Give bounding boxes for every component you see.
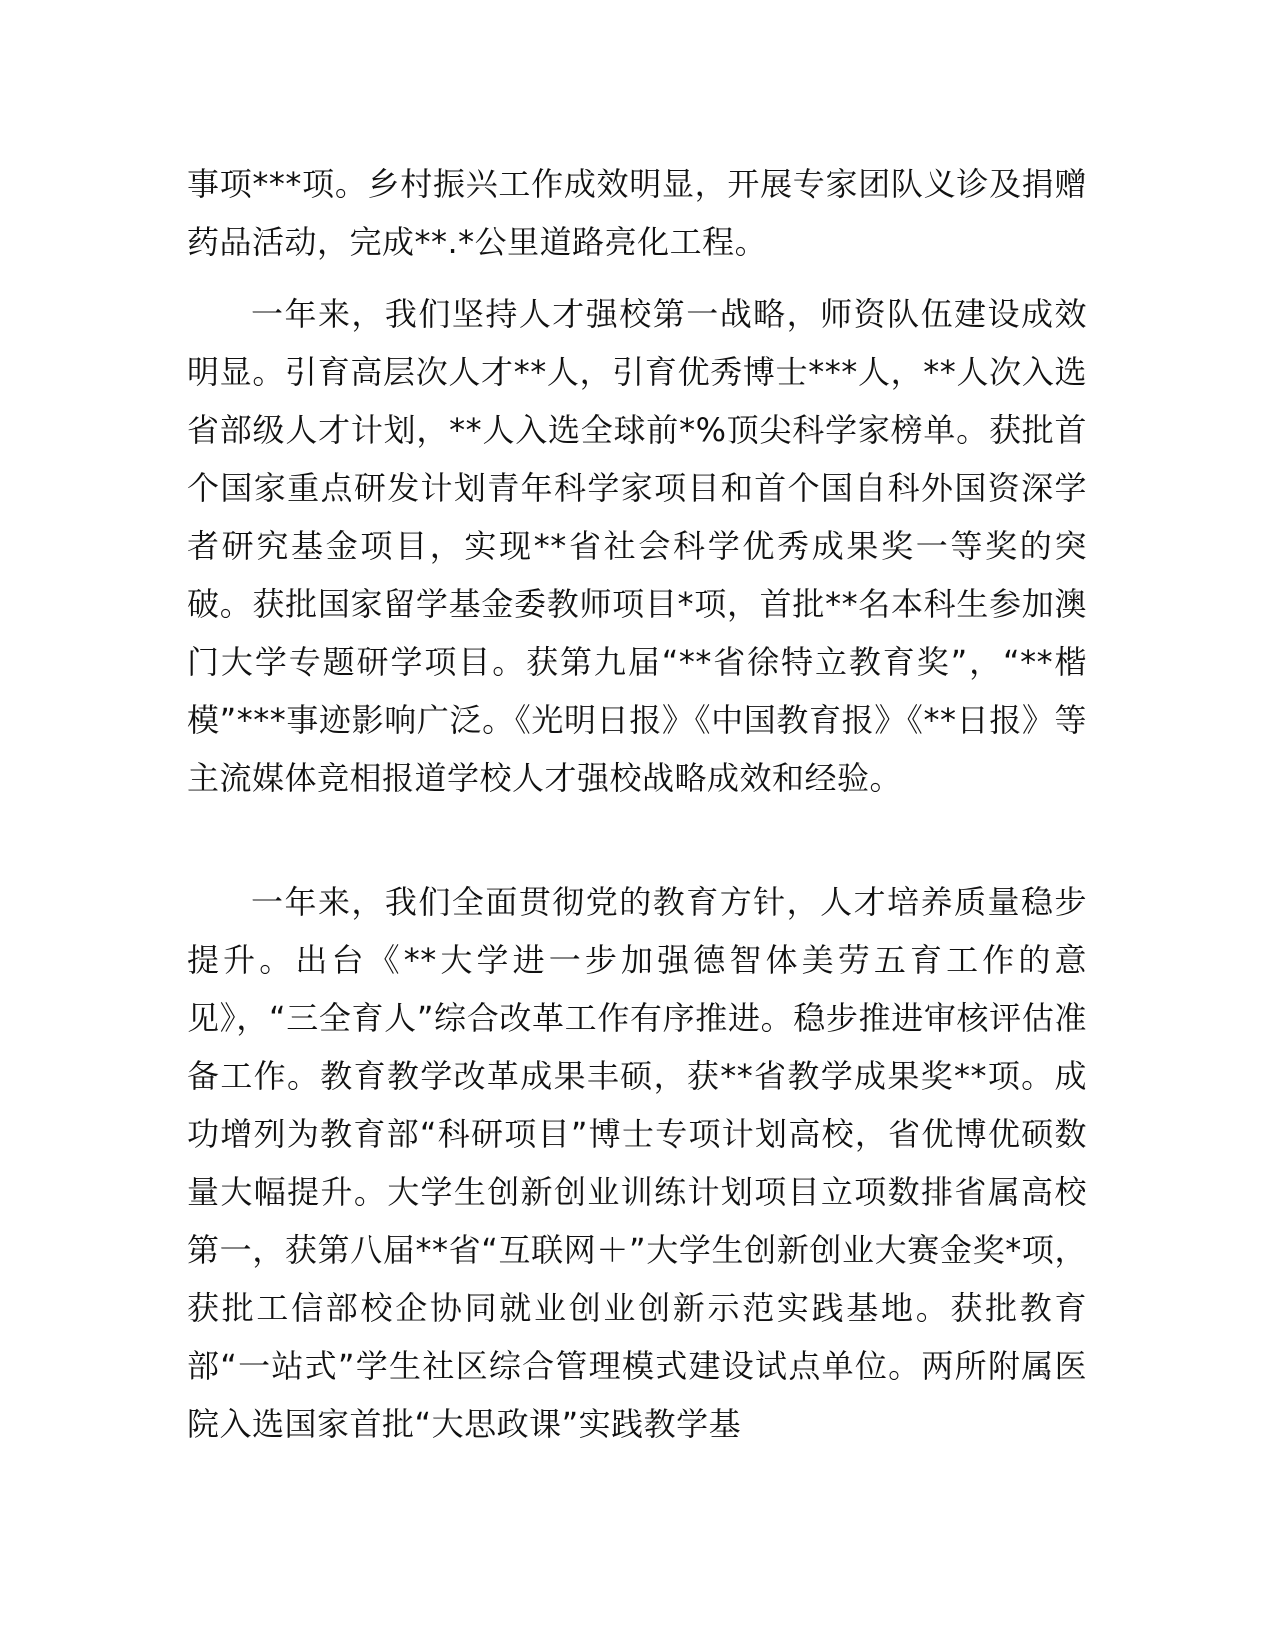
paragraph-3-block bbox=[187, 873, 1087, 1453]
paragraph-3: 一年来，我们全面贯彻党的教育方针，人才培养质量稳步提升。出台《**大学进一步加强德智体美劳五育工作的意见》，“三全育人”综合改革工作有序推进。稳步推进审核评估准备工作。教育教学改革成果丰硕，获**省教学成果奖**项。成功增列为教育部“科研项目”博士专项计划高校，省优博优硕数量大幅提升。大学生创新创业训练计划项目立项数排省属高校第一，获第八届**省“互联网＋”大学生创新创业大赛金奖*项，获批工信部校企协同就业创业创新示范实践基地。获批教育部“一站式”学生社区综合管理模式建设试点单位。两所附属医院入选国家首批“大思政课”实践教学基 bbox=[187, 883, 1087, 1443]
paragraph-1: 事项***项。乡村振兴工作成效明显，开展专家团队义诊及捐赠药品活动，完成**.*公里道路亮化工程。 bbox=[187, 165, 1087, 261]
paragraph-2: 一年来，我们坚持人才强校第一战略，师资队伍建设成效明显。引育高层次人才**人，引育优秀博士***人，**人次入选省部级人才计划，**人入选全球前*%顶尖科学家榜单。获批首个国家重点研发计划青年科学家项目和首个国自科外国资深学者研究基金项目，实现**省社会科学优秀成果奖一等奖的突破。获批国家留学基金委教师项目*项，首批**名本科生参加澳门大学专题研学项目。获第九届“**省徐特立教育奖”，“**楷模”***事迹影响广泛。《光明日报》《中国教育报》《**日报》等主流媒体竞相报道学校人才强校战略成效和经验。 bbox=[187, 295, 1087, 797]
paragraph-2-block bbox=[187, 285, 1087, 807]
paragraph-1-block bbox=[187, 155, 1087, 271]
